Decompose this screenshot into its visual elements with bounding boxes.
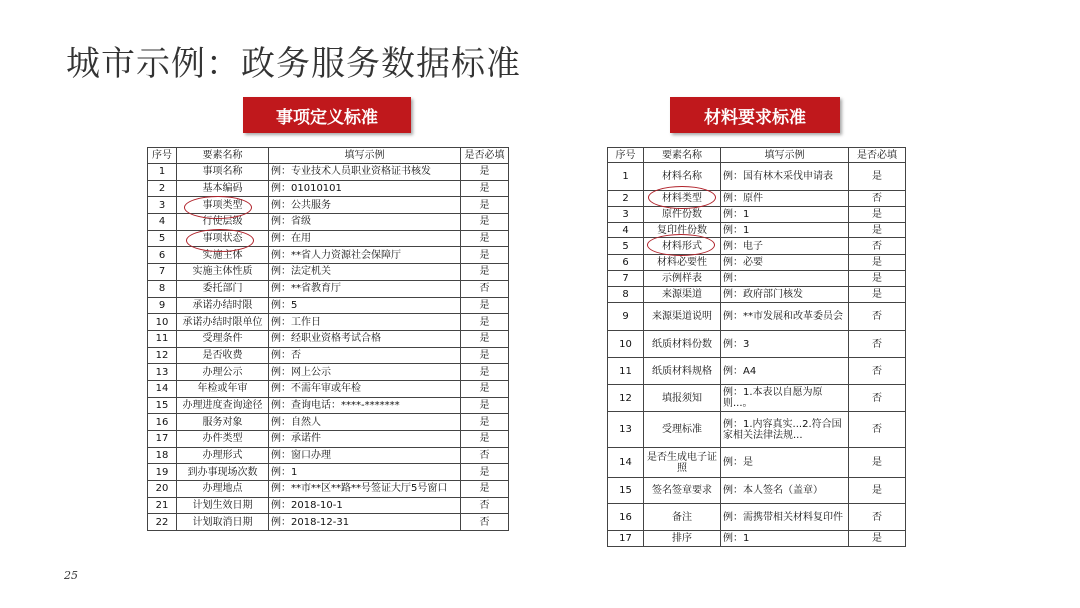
table-row bbox=[148, 314, 509, 331]
element-name: 事项名称 bbox=[177, 164, 269, 181]
row-number: 15 bbox=[608, 478, 644, 504]
table-row bbox=[148, 180, 509, 197]
element-name: 实施主体 bbox=[177, 247, 269, 264]
table-row bbox=[148, 431, 509, 448]
element-name: 材料形式 bbox=[644, 238, 721, 255]
table-row bbox=[148, 447, 509, 464]
row-number: 13 bbox=[608, 412, 644, 448]
element-name: 复印件份数 bbox=[644, 223, 721, 238]
right-table-banner: 材料要求标准 bbox=[670, 97, 840, 133]
row-number: 18 bbox=[148, 447, 177, 464]
required-flag: 是 bbox=[849, 271, 906, 287]
required-flag: 否 bbox=[849, 191, 906, 207]
required-flag: 是 bbox=[461, 464, 509, 481]
column-header: 填写示例 bbox=[269, 148, 461, 164]
row-number: 8 bbox=[148, 280, 177, 297]
row-number: 20 bbox=[148, 481, 177, 498]
element-name: 受理条件 bbox=[177, 330, 269, 347]
element-name: 纸质材料规格 bbox=[644, 358, 721, 385]
example-value: 例：经职业资格考试合格 bbox=[269, 330, 461, 347]
row-number: 6 bbox=[608, 255, 644, 271]
element-name: 纸质材料份数 bbox=[644, 331, 721, 358]
example-value: 例：否 bbox=[269, 347, 461, 364]
example-value: 例：省级 bbox=[269, 214, 461, 231]
row-number: 22 bbox=[148, 514, 177, 531]
row-number: 7 bbox=[148, 264, 177, 281]
element-name: 原件份数 bbox=[644, 207, 721, 223]
column-header: 要素名称 bbox=[177, 148, 269, 164]
required-flag: 是 bbox=[849, 255, 906, 271]
example-value: 例：本人签名（盖章） bbox=[721, 478, 849, 504]
required-flag: 是 bbox=[461, 397, 509, 414]
example-value: 例：1 bbox=[721, 531, 849, 547]
example-value: 例：2018-12-31 bbox=[269, 514, 461, 531]
row-number: 4 bbox=[608, 223, 644, 238]
element-name: 来源渠道说明 bbox=[644, 303, 721, 331]
row-number: 9 bbox=[608, 303, 644, 331]
table-row bbox=[608, 207, 906, 223]
table-row bbox=[608, 412, 906, 448]
required-flag: 否 bbox=[849, 385, 906, 412]
example-value: 例：网上公示 bbox=[269, 364, 461, 381]
element-name: 是否收费 bbox=[177, 347, 269, 364]
element-name: 服务对象 bbox=[177, 414, 269, 431]
row-number: 16 bbox=[608, 504, 644, 531]
table-row bbox=[608, 163, 906, 191]
example-value: 例：1 bbox=[721, 223, 849, 238]
table-row bbox=[148, 514, 509, 531]
column-header: 填写示例 bbox=[721, 148, 849, 163]
required-flag: 否 bbox=[461, 280, 509, 297]
highlight-ring-material-type bbox=[648, 186, 716, 209]
example-value: 例：政府部门核发 bbox=[721, 287, 849, 303]
example-value: 例：法定机关 bbox=[269, 264, 461, 281]
element-name: 计划生效日期 bbox=[177, 497, 269, 514]
row-number: 9 bbox=[148, 297, 177, 314]
required-flag: 是 bbox=[461, 380, 509, 397]
required-flag: 是 bbox=[849, 223, 906, 238]
table-row bbox=[608, 504, 906, 531]
example-value: 例：2018-10-1 bbox=[269, 497, 461, 514]
required-flag: 是 bbox=[461, 314, 509, 331]
row-number: 12 bbox=[148, 347, 177, 364]
highlight-ring-item-status bbox=[186, 229, 254, 252]
required-flag: 是 bbox=[461, 431, 509, 448]
row-number: 15 bbox=[148, 397, 177, 414]
example-value: 例：3 bbox=[721, 331, 849, 358]
page-title: 城市示例：政务服务数据标准 bbox=[66, 44, 521, 84]
required-flag: 是 bbox=[849, 531, 906, 547]
row-number: 2 bbox=[148, 180, 177, 197]
table-row bbox=[148, 264, 509, 281]
table-row bbox=[608, 531, 906, 547]
row-number: 11 bbox=[608, 358, 644, 385]
row-number: 7 bbox=[608, 271, 644, 287]
row-number: 3 bbox=[148, 197, 177, 214]
example-value: 例：专业技术人员职业资格证书核发 bbox=[269, 164, 461, 181]
table-row bbox=[148, 397, 509, 414]
column-header: 要素名称 bbox=[644, 148, 721, 163]
page-number: 25 bbox=[64, 569, 78, 582]
required-flag: 是 bbox=[461, 347, 509, 364]
required-flag: 是 bbox=[849, 478, 906, 504]
element-name: 材料类型 bbox=[644, 191, 721, 207]
table-row bbox=[148, 297, 509, 314]
row-number: 2 bbox=[608, 191, 644, 207]
table-row bbox=[608, 303, 906, 331]
table-row bbox=[148, 164, 509, 181]
required-flag: 否 bbox=[849, 238, 906, 255]
row-number: 8 bbox=[608, 287, 644, 303]
table-row bbox=[148, 380, 509, 397]
element-name: 实施主体性质 bbox=[177, 264, 269, 281]
table-row bbox=[608, 358, 906, 385]
required-flag: 是 bbox=[461, 164, 509, 181]
required-flag: 是 bbox=[461, 180, 509, 197]
required-flag: 是 bbox=[461, 197, 509, 214]
row-number: 17 bbox=[148, 431, 177, 448]
example-value: 例： bbox=[721, 271, 849, 287]
element-name: 委托部门 bbox=[177, 280, 269, 297]
example-value: 例：工作日 bbox=[269, 314, 461, 331]
column-header: 序号 bbox=[608, 148, 644, 163]
example-value: 例：公共服务 bbox=[269, 197, 461, 214]
element-name: 填报须知 bbox=[644, 385, 721, 412]
table-row bbox=[148, 280, 509, 297]
row-number: 1 bbox=[148, 164, 177, 181]
table-row bbox=[148, 464, 509, 481]
highlight-ring-item-type bbox=[184, 196, 252, 219]
required-flag: 是 bbox=[461, 264, 509, 281]
example-value: 例：5 bbox=[269, 297, 461, 314]
left-table-banner: 事项定义标准 bbox=[243, 97, 411, 133]
column-header: 是否必填 bbox=[849, 148, 906, 163]
column-header: 序号 bbox=[148, 148, 177, 164]
table-row bbox=[148, 414, 509, 431]
table-row bbox=[608, 255, 906, 271]
element-name: 基本编码 bbox=[177, 180, 269, 197]
element-name: 计划取消日期 bbox=[177, 514, 269, 531]
row-number: 5 bbox=[148, 230, 177, 247]
example-value: 例：必要 bbox=[721, 255, 849, 271]
row-number: 19 bbox=[148, 464, 177, 481]
example-value: 例：国有林木采伐申请表 bbox=[721, 163, 849, 191]
element-name: 材料名称 bbox=[644, 163, 721, 191]
example-value: 例：不需年审或年检 bbox=[269, 380, 461, 397]
row-number: 14 bbox=[148, 380, 177, 397]
material-requirement-table bbox=[607, 147, 906, 547]
table-row bbox=[148, 497, 509, 514]
element-name: 行使层级 bbox=[177, 214, 269, 231]
row-number: 5 bbox=[608, 238, 644, 255]
required-flag: 是 bbox=[849, 448, 906, 478]
row-number: 17 bbox=[608, 531, 644, 547]
row-number: 4 bbox=[148, 214, 177, 231]
element-name: 事项类型 bbox=[177, 197, 269, 214]
element-name: 办件类型 bbox=[177, 431, 269, 448]
row-number: 21 bbox=[148, 497, 177, 514]
element-name: 是否生成电子证照 bbox=[644, 448, 721, 478]
table-row bbox=[148, 330, 509, 347]
example-value: 例：**省教育厅 bbox=[269, 280, 461, 297]
example-value: 例：A4 bbox=[721, 358, 849, 385]
element-name: 排序 bbox=[644, 531, 721, 547]
example-value: 例：查询电话：****-******* bbox=[269, 397, 461, 414]
row-number: 16 bbox=[148, 414, 177, 431]
example-value: 例：1 bbox=[269, 464, 461, 481]
element-name: 签名签章要求 bbox=[644, 478, 721, 504]
required-flag: 否 bbox=[849, 303, 906, 331]
required-flag: 是 bbox=[849, 287, 906, 303]
column-header: 是否必填 bbox=[461, 148, 509, 164]
row-number: 11 bbox=[148, 330, 177, 347]
element-name: 受理标准 bbox=[644, 412, 721, 448]
table-row bbox=[608, 271, 906, 287]
row-number: 10 bbox=[148, 314, 177, 331]
required-flag: 否 bbox=[849, 412, 906, 448]
example-value: 例：**市发展和改革委员会 bbox=[721, 303, 849, 331]
table-row bbox=[608, 448, 906, 478]
example-value: 例：窗口办理 bbox=[269, 447, 461, 464]
required-flag: 是 bbox=[849, 163, 906, 191]
element-name: 年检或年审 bbox=[177, 380, 269, 397]
required-flag: 否 bbox=[849, 504, 906, 531]
table-row bbox=[608, 223, 906, 238]
element-name: 备注 bbox=[644, 504, 721, 531]
required-flag: 否 bbox=[461, 514, 509, 531]
row-number: 3 bbox=[608, 207, 644, 223]
element-name: 来源渠道 bbox=[644, 287, 721, 303]
element-name: 事项状态 bbox=[177, 230, 269, 247]
example-value: 例：**省人力资源社会保障厅 bbox=[269, 247, 461, 264]
required-flag: 否 bbox=[849, 358, 906, 385]
element-name: 承诺办结时限单位 bbox=[177, 314, 269, 331]
table-row bbox=[608, 331, 906, 358]
required-flag: 是 bbox=[461, 364, 509, 381]
row-number: 14 bbox=[608, 448, 644, 478]
example-value: 例：在用 bbox=[269, 230, 461, 247]
example-value: 例：1 bbox=[721, 207, 849, 223]
table-row bbox=[148, 347, 509, 364]
example-value: 例：**市**区**路**号签证大厅5号窗口 bbox=[269, 481, 461, 498]
required-flag: 是 bbox=[461, 214, 509, 231]
required-flag: 是 bbox=[461, 414, 509, 431]
required-flag: 否 bbox=[461, 497, 509, 514]
example-value: 例：1.内容真实...2.符合国家相关法律法规... bbox=[721, 412, 849, 448]
element-name: 办理形式 bbox=[177, 447, 269, 464]
required-flag: 否 bbox=[849, 331, 906, 358]
element-name: 到办事现场次数 bbox=[177, 464, 269, 481]
example-value: 例：是 bbox=[721, 448, 849, 478]
row-number: 13 bbox=[148, 364, 177, 381]
example-value: 例：电子 bbox=[721, 238, 849, 255]
example-value: 例：原件 bbox=[721, 191, 849, 207]
table-row bbox=[608, 385, 906, 412]
example-value: 例：自然人 bbox=[269, 414, 461, 431]
example-value: 例：01010101 bbox=[269, 180, 461, 197]
table-row bbox=[148, 481, 509, 498]
row-number: 6 bbox=[148, 247, 177, 264]
highlight-ring-material-form bbox=[647, 234, 715, 256]
required-flag: 否 bbox=[461, 447, 509, 464]
element-name: 办理公示 bbox=[177, 364, 269, 381]
table-row bbox=[608, 478, 906, 504]
required-flag: 是 bbox=[461, 330, 509, 347]
example-value: 例：1.本表以自愿为原则...。 bbox=[721, 385, 849, 412]
row-number: 1 bbox=[608, 163, 644, 191]
element-name: 办理进度查询途径 bbox=[177, 397, 269, 414]
row-number: 12 bbox=[608, 385, 644, 412]
element-name: 示例样表 bbox=[644, 271, 721, 287]
required-flag: 是 bbox=[461, 230, 509, 247]
table-row bbox=[148, 364, 509, 381]
example-value: 例：承诺件 bbox=[269, 431, 461, 448]
required-flag: 是 bbox=[461, 297, 509, 314]
element-name: 承诺办结时限 bbox=[177, 297, 269, 314]
example-value: 例：需携带相关材料复印件 bbox=[721, 504, 849, 531]
table-row bbox=[608, 287, 906, 303]
element-name: 材料必要性 bbox=[644, 255, 721, 271]
required-flag: 是 bbox=[461, 247, 509, 264]
element-name: 办理地点 bbox=[177, 481, 269, 498]
required-flag: 是 bbox=[849, 207, 906, 223]
row-number: 10 bbox=[608, 331, 644, 358]
required-flag: 是 bbox=[461, 481, 509, 498]
